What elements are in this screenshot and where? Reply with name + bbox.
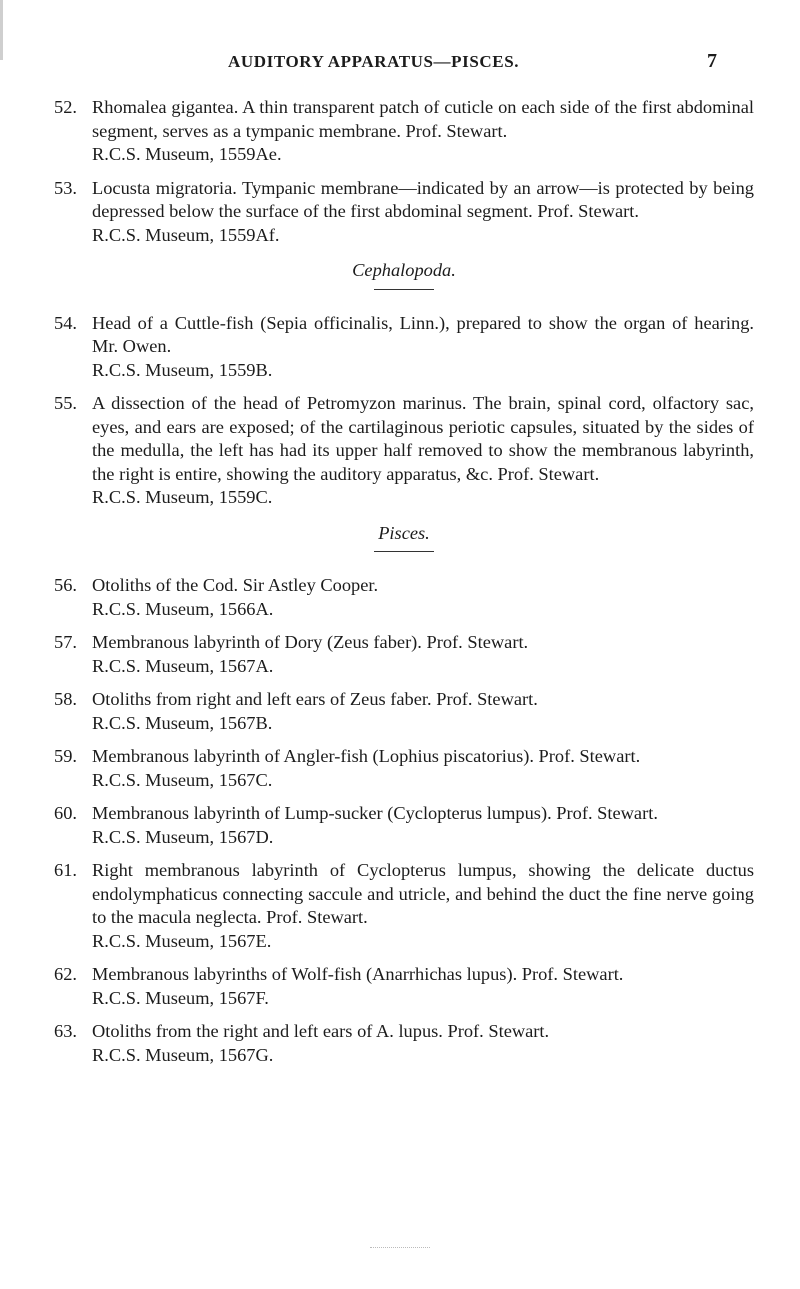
entry-description: Otoliths of the Cod. Sir Astley Cooper. xyxy=(92,575,379,595)
entry-description: Membranous labyrinth of Lump-sucker (Cyclopterus lumpus). Prof. Stewart. xyxy=(92,803,658,823)
entry-number: 53. xyxy=(54,177,77,198)
museum-reference: R.C.S. Museum, 1567A. xyxy=(92,655,274,676)
page-edge xyxy=(0,0,3,60)
catalogue-entry-52 xyxy=(54,96,754,167)
print-smudge xyxy=(370,1247,430,1249)
entry-description: Rhomalea gigantea. A thin transparent patch of cuticle on each side of the first abdominal segment, serves as a tympanic membrane. Prof. Stewart. xyxy=(92,97,754,141)
catalogue-entry-60 xyxy=(54,802,754,849)
catalogue-entry-56 xyxy=(54,574,754,621)
entry-number: 61. xyxy=(54,860,77,880)
page-number: 7 xyxy=(707,50,717,72)
entry-description: Otoliths from the right and left ears of A. lupus. Prof. Stewart. xyxy=(92,1021,550,1041)
entry-number: 56. xyxy=(54,575,77,595)
section-title: Cephalopoda. xyxy=(352,260,456,280)
museum-reference: R.C.S. Museum, 1567G. xyxy=(92,1044,274,1065)
catalogue-entry-57 xyxy=(54,631,754,678)
section-heading-pisces xyxy=(54,522,754,553)
entry-number: 57. xyxy=(54,632,77,652)
museum-reference: R.C.S. Museum, 1559Af. xyxy=(92,224,280,245)
museum-reference: R.C.S. Museum, 1559B. xyxy=(92,359,273,380)
section-heading-cephalopoda xyxy=(54,259,754,290)
catalogue-entry-53 xyxy=(54,177,754,248)
page-content xyxy=(54,96,754,1077)
entry-description: Locusta migratoria. Tympanic membrane—indicated by an arrow—is protected by being depressed below the surface of the first abdominal segment. Prof. Stewart. xyxy=(92,177,754,221)
catalogue-entry-62 xyxy=(54,963,754,1010)
running-title: AUDITORY APPARATUS—PISCES. xyxy=(228,52,520,71)
catalogue-entry-59 xyxy=(54,745,754,792)
entry-number: 62. xyxy=(54,964,77,984)
catalogue-entry-54 xyxy=(54,312,754,383)
entry-description: Membranous labyrinth of Dory (Zeus faber). Prof. Stewart. xyxy=(92,632,529,652)
entry-number: 63. xyxy=(54,1021,77,1041)
entry-number: 54. xyxy=(54,312,77,333)
section-divider xyxy=(374,289,434,290)
entry-description: Otoliths from right and left ears of Zeus faber. Prof. Stewart. xyxy=(92,689,538,709)
museum-reference: R.C.S. Museum, 1567D. xyxy=(92,826,274,847)
section-divider xyxy=(374,551,434,552)
catalogue-entry-61 xyxy=(54,859,754,953)
entry-description: Head of a Cuttle-fish (Sepia officinalis, Linn.), prepared to show the organ of hearing. Mr. Owen. xyxy=(92,312,754,356)
catalogue-entry-58 xyxy=(54,688,754,735)
museum-reference: R.C.S. Museum, 1559Ae. xyxy=(92,144,282,164)
museum-reference: R.C.S. Museum, 1559C. xyxy=(92,487,273,507)
entry-number: 52. xyxy=(54,97,77,117)
catalogue-entry-55 xyxy=(54,392,754,510)
entry-number: 55. xyxy=(54,393,77,413)
entry-description: Membranous labyrinths of Wolf-fish (Anarrhichas lupus). Prof. Stewart. xyxy=(92,964,624,984)
museum-reference: R.C.S. Museum, 1567F. xyxy=(92,987,269,1008)
section-title: Pisces. xyxy=(378,522,430,543)
catalogue-entry-63 xyxy=(54,1020,754,1067)
entry-description: Membranous labyrinth of Angler-fish (Lophius piscatorius). Prof. Stewart. xyxy=(92,746,641,766)
museum-reference: R.C.S. Museum, 1567B. xyxy=(92,712,273,733)
museum-reference: R.C.S. Museum, 1567C. xyxy=(92,769,273,790)
entry-number: 60. xyxy=(54,803,77,823)
running-head xyxy=(0,52,800,80)
entry-number: 59. xyxy=(54,746,77,766)
entry-description: A dissection of the head of Petromyzon marinus. The brain, spinal cord, olfactory sac, eyes, and ears are exposed; of the cartilaginous periotic capsules, situated by the sides of the medulla, the left has had its upper half removed to show the membranous labyrinth, the right is entire, showing the auditory apparatus, &c. Prof. Stewart. xyxy=(92,393,754,484)
entry-number: 58. xyxy=(54,689,77,709)
museum-reference: R.C.S. Museum, 1567E. xyxy=(92,930,272,951)
museum-reference: R.C.S. Museum, 1566A. xyxy=(92,598,274,619)
entry-description: Right membranous labyrinth of Cyclopterus lumpus, showing the delicate ductus endolymphaticus connecting saccule and utricle, and behind the duct the fine nerve going to the macula neglecta. Prof. Stewart. xyxy=(92,860,754,927)
